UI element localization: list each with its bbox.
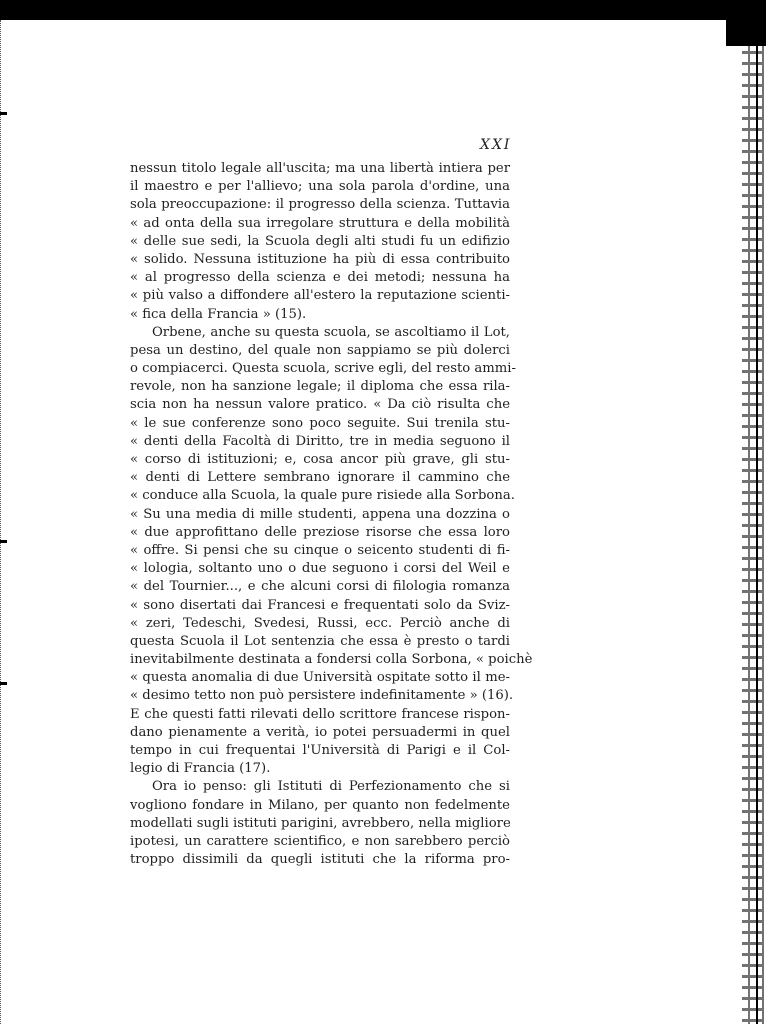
text-line: « questa anomalia di due Università ospitate sotto il me- <box>130 670 510 686</box>
text-line: « denti della Facoltà di Diritto, tre in media seguono il <box>130 433 510 449</box>
text-line: pesa un destino, del quale non sappiamo se più dolerci <box>130 342 510 358</box>
text-line: « solido. Nessuna istituzione ha più di essa contribuito <box>130 251 510 267</box>
text-line: scia non ha nessun valore pratico. « Da ciò risulta che <box>130 397 510 413</box>
text-line: « due approfittano delle preziose risorse che essa loro <box>130 524 510 540</box>
text-line: « più valso a diffondere all'estero la reputazione scienti- <box>130 288 510 304</box>
text-line: il maestro e per l'allievo; una sola parola d'ordine, una <box>130 179 510 195</box>
body-text <box>130 160 533 869</box>
text-line: modellati sugli istituti parigini, avrebbero, nella migliore <box>130 815 511 831</box>
text-line: revole, non ha sanzione legale; il diploma che essa rila- <box>130 379 510 395</box>
text-line: tempo in cui frequentai l'Università di Parigi e il Col- <box>130 743 510 758</box>
text-line: « al progresso della scienza e dei metodi; nessuna ha <box>130 270 510 286</box>
text-line: Ora io penso: gli Istituti di Perfezionamento che si <box>152 779 510 795</box>
text-line: E che questi fatti rilevati dello scrittore francese rispon- <box>130 706 510 722</box>
text-line: inevitabilmente destinata a fondersi colla Sorbona, « poichè <box>130 652 533 668</box>
scan-top-edge <box>0 0 766 20</box>
scan-binding-line <box>756 40 758 1024</box>
text-line: « corso di istituzioni; e, cosa ancor più grave, gli stu- <box>130 452 510 467</box>
text-line: « conduce alla Scuola, la quale pure risiede alla Sorbona. <box>130 488 515 504</box>
scan-left-mark <box>0 682 7 685</box>
text-line: « ad onta della sua irregolare struttura e della mobilità <box>130 215 510 231</box>
scan-left-mark <box>0 540 7 543</box>
text-line: nessun titolo legale all'uscita; ma una libertà intiera per <box>130 161 510 176</box>
text-line: Orbene, anche su questa scuola, se ascoltiamo il Lot, <box>152 324 510 340</box>
page-number: XXI <box>480 137 512 153</box>
text-line: ipotesi, un carattere scientifico, e non sarebbero perciò <box>130 833 510 849</box>
text-line: « desimo tetto non può persistere indefinitamente » (16). <box>130 688 514 704</box>
text-line: vogliono fondare in Milano, per quanto non fedelmente <box>130 797 510 813</box>
text-line: « offre. Si pensi che su cinque o seicento studenti di fi- <box>130 542 510 558</box>
text-line: « denti di Lettere sembrano ignorare il cammino che <box>130 470 510 486</box>
text-line: « Su una media di mille studenti, appena una dozzina o <box>130 506 510 522</box>
text-line: troppo dissimili da quegli istituti che la riforma pro- <box>130 852 510 868</box>
text-line: « le sue conferenze sono poco seguite. Sui trenila stu- <box>130 415 510 431</box>
text-line: legio di Francia (17). <box>130 761 271 777</box>
scan-left-mark <box>0 112 7 115</box>
text-line: o compiacerci. Questa scuola, scrive egli, del resto ammi- <box>130 361 516 377</box>
text-line: « delle sue sedi, la Scuola degli alti studi fu un edifizio <box>130 233 510 249</box>
text-line: « del Tournier..., e che alcuni corsi di filologia romanza <box>130 579 510 595</box>
scan-binding-edge <box>742 40 764 1024</box>
scan-left-edge <box>0 20 5 1024</box>
text-line: questa Scuola il Lot sentenzia che essa è presto o tardi <box>130 633 510 649</box>
text-line: « fica della Francia » (15). <box>130 306 307 322</box>
text-line: « sono disertati dai Francesi e frequentati solo da Sviz- <box>130 597 510 613</box>
text-line: « zeri, Tedeschi, Svedesi, Russi, ecc. Perciò anche di <box>130 615 510 631</box>
text-line: sola preoccupazione: il progresso della scienza. Tuttavia <box>130 197 510 213</box>
text-line: dano pienamente a verità, io potei persuadermi in quel <box>130 724 510 740</box>
text-line: « lologia, soltanto uno o due seguono i corsi del Weil e <box>130 561 510 577</box>
